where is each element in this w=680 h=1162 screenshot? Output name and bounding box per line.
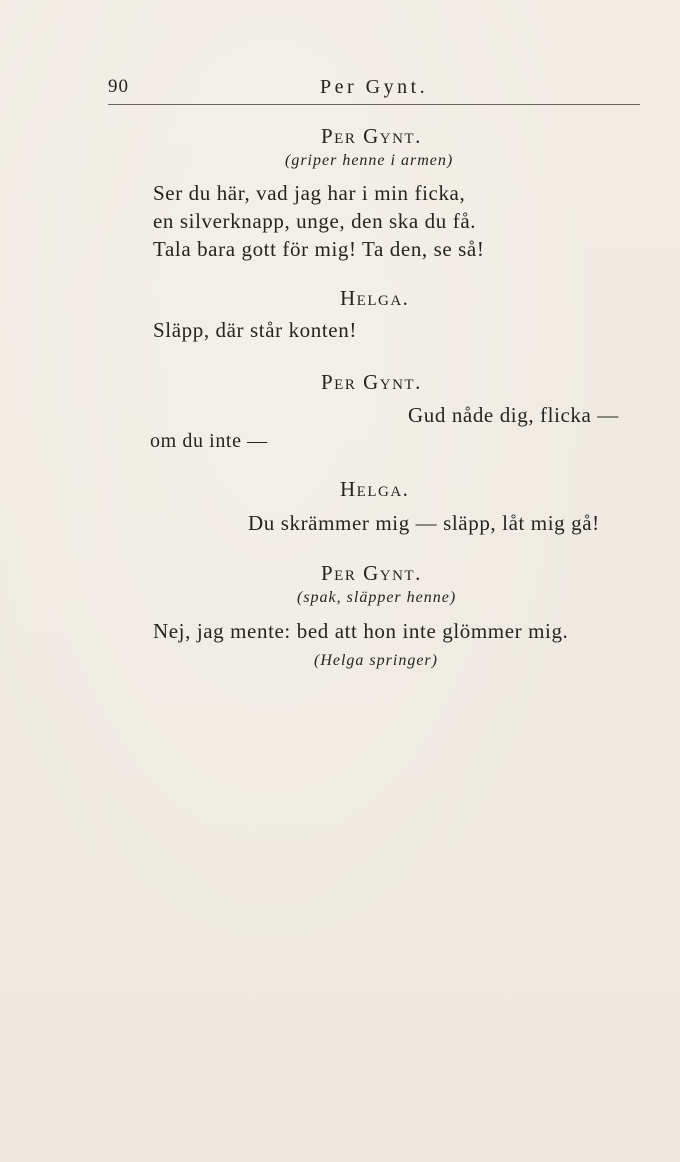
stage-direction: (Helga springer) — [314, 652, 438, 669]
stage-direction: (griper henne i armen) — [285, 152, 454, 169]
verse-line: en silverknapp, unge, den ska du få. — [153, 209, 477, 233]
page-header — [108, 74, 640, 105]
verse-line: om du inte — — [150, 430, 268, 452]
stage-direction: (spak, släpper henne) — [297, 589, 457, 606]
verse-line: Du skrämmer mig — släpp, låt mig gå! — [248, 511, 600, 535]
verse-line: Gud nåde dig, flicka — — [408, 403, 619, 427]
verse-line: Tala bara gott för mig! Ta den, se så! — [153, 237, 485, 261]
speaker-name: Helga. — [340, 286, 410, 310]
verse-line: Ser du här, vad jag har i min ficka, — [153, 181, 466, 205]
speaker-name: Helga. — [340, 477, 410, 501]
verse-line: Släpp, där står konten! — [153, 318, 357, 342]
speaker-name: Per Gynt. — [321, 561, 422, 585]
page-number: 90 — [108, 76, 129, 97]
running-title: Per Gynt. — [320, 76, 429, 98]
verse-line: Nej, jag mente: bed att hon inte glömmer mig. — [153, 619, 569, 643]
speaker-name: Per Gynt. — [321, 370, 422, 394]
speaker-name: Per Gynt. — [321, 124, 422, 148]
